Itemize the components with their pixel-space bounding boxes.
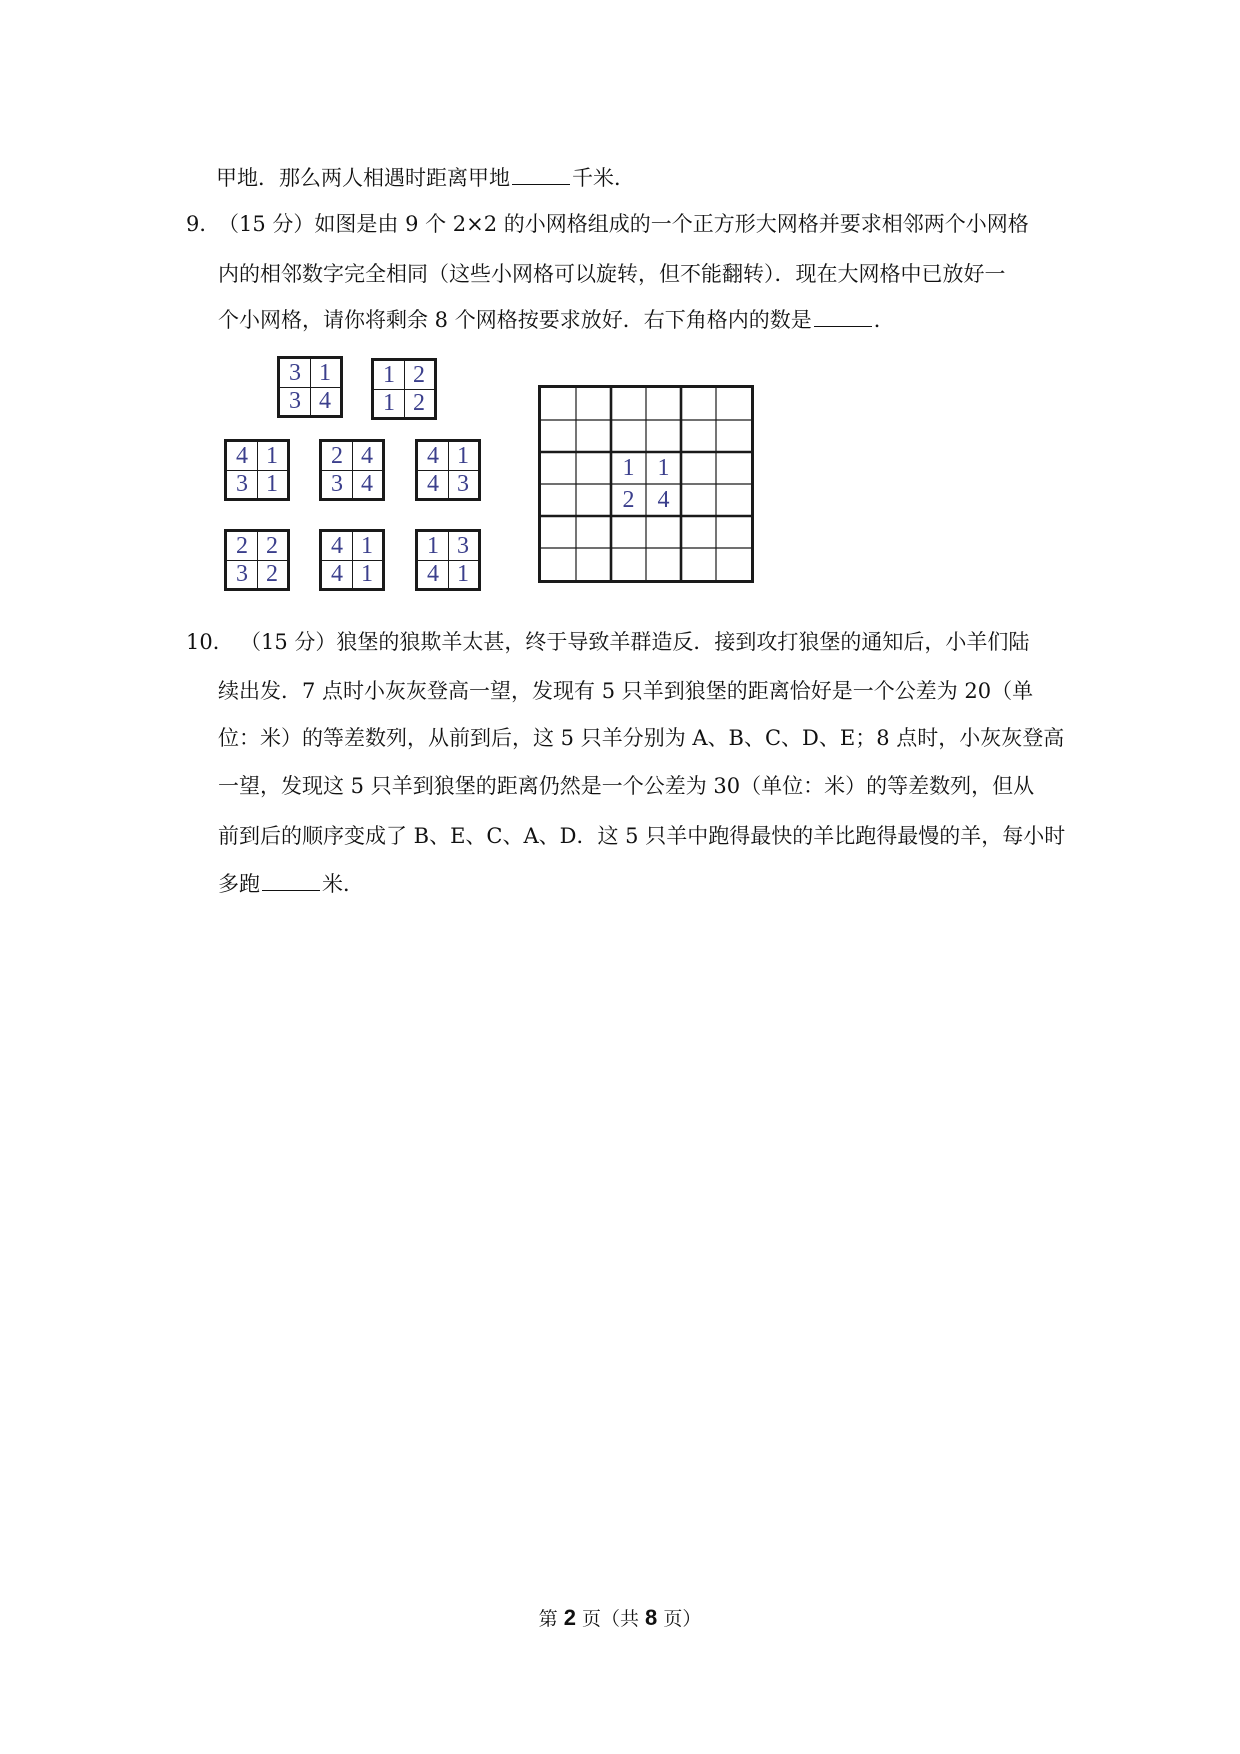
q10-line-4 xyxy=(218,771,1034,801)
placed-digit: 1 xyxy=(622,454,635,481)
q9-line-1 xyxy=(218,209,1029,239)
tile-digit: 1 xyxy=(266,470,278,497)
tile-digit: 1 xyxy=(427,532,439,559)
placed-digit: 2 xyxy=(622,486,635,513)
tile-digit: 2 xyxy=(413,361,425,388)
q10-line-5 xyxy=(218,821,1065,851)
tile-digit: 4 xyxy=(236,442,248,469)
tile xyxy=(224,439,290,501)
tile-digit: 2 xyxy=(413,389,425,416)
q10-line-3 xyxy=(218,723,1064,753)
tile-digit: 1 xyxy=(361,560,373,587)
text-segment: 一望，发现这 5 只羊到狼堡的距离仍然是一个公差为 30（单位：米）的等差数列，但从 xyxy=(218,774,1035,798)
q10-line-6 xyxy=(218,869,364,899)
answer-blank[interactable] xyxy=(512,166,570,185)
tile-digit: 4 xyxy=(331,532,343,559)
answer-blank[interactable] xyxy=(814,308,872,327)
tile-digit: 3 xyxy=(457,532,469,559)
placed-digit: 1 xyxy=(657,454,670,481)
tile xyxy=(224,529,290,591)
text-segment: 甲地．那么两人相遇时距离甲地 xyxy=(216,166,510,190)
tile-digit: 1 xyxy=(383,361,395,388)
tile-digit: 2 xyxy=(266,532,278,559)
tile xyxy=(319,439,385,501)
tile-digit: 1 xyxy=(457,442,469,469)
text-segment: 续出发．7 点时小灰灰登高一望，发现有 5 只羊到狼堡的距离恰好是一个公差为 20（单 xyxy=(218,679,1034,703)
tile xyxy=(277,356,343,418)
q10-line-1 xyxy=(240,627,1029,657)
tile-digit: 3 xyxy=(289,359,301,386)
text-segment: 个小网格，请你将剩余 8 个网格按要求放好．右下角格内的数是 xyxy=(218,308,812,332)
tile xyxy=(319,529,385,591)
placed-digit: 4 xyxy=(657,486,670,513)
tile-digit: 4 xyxy=(319,387,331,414)
footer-middle: 页（共 xyxy=(575,1608,646,1630)
tile-digit: 1 xyxy=(383,389,395,416)
text-segment: 内的相邻数字完全相同（这些小网格可以旋转，但不能翻转）．现在大网格中已放好一 xyxy=(218,262,1006,286)
tile-digit: 3 xyxy=(289,387,301,414)
q9-line-2 xyxy=(218,259,1006,289)
tile-digit: 2 xyxy=(331,442,343,469)
text-segment: （15 分）如图是由 9 个 2×2 的小网格组成的一个正方形大网格并要求相邻两个小网格 xyxy=(218,212,1029,236)
tile-digit: 4 xyxy=(361,442,373,469)
text-segment: ． xyxy=(873,308,895,332)
tile-digit: 1 xyxy=(457,560,469,587)
q9-number: 9． xyxy=(186,212,221,236)
tile-digit: 3 xyxy=(236,470,248,497)
page-footer xyxy=(0,1604,1240,1631)
q10-number: 10． xyxy=(186,630,234,654)
text-segment: 位：米）的等差数列，从前到后，这 5 只羊分别为 A、B、C、D、E；8 点时，小灰灰登高 xyxy=(218,726,1065,750)
footer-suffix: 页） xyxy=(657,1608,702,1630)
text-segment: （15 分）狼堡的狼欺羊太甚，终于导致羊群造反．接到攻打狼堡的通知后，小羊们陆 xyxy=(240,630,1030,654)
tile-digit: 2 xyxy=(266,560,278,587)
tile xyxy=(415,529,481,591)
text-segment: 米． xyxy=(322,872,364,896)
tile-digit: 4 xyxy=(331,560,343,587)
tile-digit: 3 xyxy=(457,470,469,497)
tile-digit: 4 xyxy=(427,442,439,469)
text-segment: 前到后的顺序变成了 B、E、C、A、D．这 5 只羊中跑得最快的羊比跑得最慢的羊，每小时 xyxy=(218,824,1066,848)
footer-prefix: 第 xyxy=(538,1608,564,1630)
footer-total-pages: 8 xyxy=(645,1605,658,1630)
tile-digit: 2 xyxy=(236,532,248,559)
tile-digit: 3 xyxy=(236,560,248,587)
big-grid xyxy=(538,385,754,583)
tile-digit: 4 xyxy=(361,470,373,497)
tile-digit: 3 xyxy=(331,470,343,497)
text-segment: 多跑 xyxy=(218,872,260,896)
tile-digit: 4 xyxy=(427,560,439,587)
tile-digit: 4 xyxy=(427,470,439,497)
q8-continuation-line xyxy=(216,163,635,193)
answer-blank[interactable] xyxy=(262,872,320,891)
tile-digit: 1 xyxy=(361,532,373,559)
q10-line-2 xyxy=(218,676,1033,706)
footer-page-number: 2 xyxy=(563,1605,576,1630)
tile-digit: 1 xyxy=(319,359,331,386)
tile xyxy=(371,358,437,420)
tile-digit: 1 xyxy=(266,442,278,469)
tile xyxy=(415,439,481,501)
q9-line-3 xyxy=(218,305,895,335)
text-segment: 千米． xyxy=(572,166,635,190)
